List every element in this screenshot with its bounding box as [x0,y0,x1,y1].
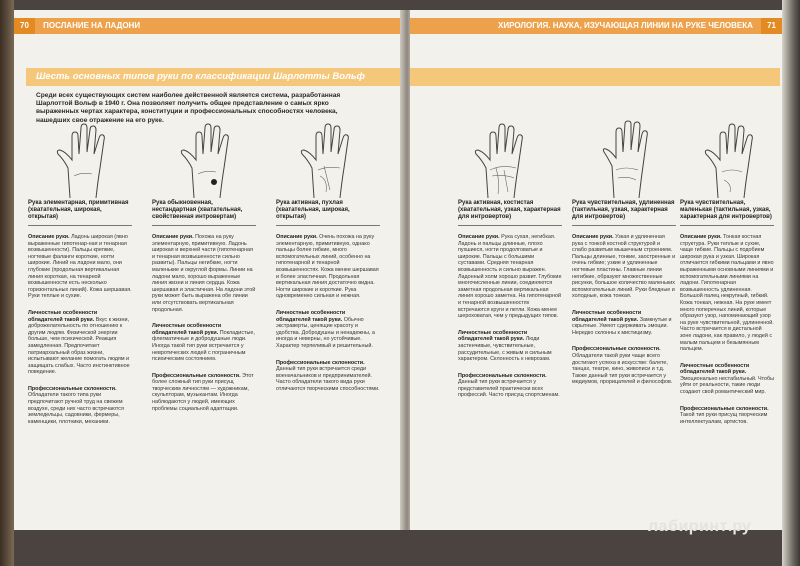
profession-paragraph [458,373,562,399]
profession-text: Такой тип руки присущ творческим интеллектуалам, артистов. [680,412,768,425]
profession-label: Профессиональные склонности. [572,346,661,353]
traits-paragraph [276,310,380,350]
description-text: Ладонь широкая (явно выраженные гипотенар-ная и тенарная возвышенности). Пальцы крепкие, ногтевые фаланги короткие, ногти широкие. Линий на ладони мало, они глубокие (продольная вертикальная линия короткая, на тенарной возвышенности есть несколько горизонтальных линий). Кожа шершавая. Руки теплые и сухие. [28,234,132,300]
description-label: Описание руки. [276,234,318,240]
watermark [648,518,751,536]
right-page-header [410,18,782,34]
description-label: Описание руки. [458,234,500,240]
traits-paragraph [458,330,562,363]
description-paragraph [572,234,676,300]
hand-type-column-3 [276,200,380,402]
hand-type-title: Рука чувствительная, маленькая (тактильная, узкая, характерная для интровертов) [680,200,774,226]
hand-type-column-1 [28,200,132,435]
hand-type-column-4 [458,200,562,409]
hand-type-title: Рука чувствительная, удлиненная (тактильная, узкая, характерная для интровертов) [572,200,676,226]
profession-paragraph [680,406,774,426]
profession-text: Обладатели такой руки чаще всего достигают успеха в искусстве: балете, танцах, театре, кино, живописи и т.д. Также данный тип руки встречается у медиумов, прорицателей и философов. [572,352,673,386]
hand-type-title: Рука обыкновенная, нестандартная (хватательная, свойственная интровертам) [152,200,256,226]
profession-text: Этот более сложный тип руки присущ творческим личностям — художникам, скульпторам, музыкантам. Иногда наблюдаются у людей, имеющих проблемы социальной адаптации. [152,372,254,412]
profession-label: Профессиональные склонности. [28,385,117,392]
profession-paragraph [28,386,132,426]
profession-text: Данный тип руки встречается у представителей практически всех профессий. Часто присущ спортсменам. [458,379,560,399]
hand-illustration-1 [52,120,122,200]
hand-type-column-5 [572,200,676,396]
section-banner: Шесть основных типов руки по классификации Шарлотты Вольф [26,68,406,86]
hand-type-column-2 [152,200,256,422]
hand-illustration-4 [470,120,540,200]
traits-text: Эмоционально нестабильный. Чтобы уйти от реальности, такие люди создают свой романтический мир. [680,375,774,396]
left-page-header [14,18,406,34]
hand-illustration-2 [176,120,246,200]
description-text: Узкая и удлиненная рука с тонкой костной структурой и слабо развитым мышечным строением. Пальцы длинные, тонкие, заостренные и очень гибкие; узкие и удлиненные ногтевые пластины. Главные линии негибкие, образуют множественные рисунки, большое количество маленьких вспомогательных линий. Руки бледные и холодные, кожа тонкая. [572,234,676,300]
profession-paragraph [152,373,256,413]
traits-label: Личностные особенности обладателей такой руки. [28,309,98,323]
traits-label: Личностные особенности обладателей такой руки. [152,323,222,336]
watermark-brand: лабиринт [648,518,728,535]
description-text: Тонкая костная структура. Руки теплые и сухие, чаще гибкие. Пальцы с подобием широкая рука и узкая. Широкая отличается гибкими пальцами и явно выраженными основными линиями и вспомогательными линиями на ладони. Гипотенарная возвышенность удлиненная. Большой палец некрупный, гибкий. Кожа тонкая, нежная. На руке имеет много поперечных линий, которые образуют узор, напоминающий узор на руке чувствительной, удлиненной. Часто встречается в дистальной зоне ладони, как правило, у людей с малым пальцем и безымянным пальцем. [680,234,774,353]
description-paragraph [458,234,562,320]
running-title: ПОСЛАНИЕ НА ЛАДОНИ [43,21,141,30]
description-label: Описание руки. [28,234,70,240]
profession-label: Профессиональные склонности. [276,359,365,366]
running-title: ХИРОЛОГИЯ. НАУКА, ИЗУЧАЮЩАЯ ЛИНИИ НА РУКЕ ЧЕЛОВЕКА [498,21,753,30]
traits-label: Личностные особенности обладателей такой руки. [458,329,528,343]
section-banner-continuation [410,68,780,86]
hand-illustration-5 [594,120,664,200]
traits-paragraph [680,363,774,396]
traits-text: Люди застенчивые, чувствительные, рассудительные, с живым и сильным характером. Склонность к неврозам. [458,336,552,363]
profession-label: Профессиональные склонности. [680,405,769,412]
traits-text: Вкус к жизни, доброжелательность по отношению к другим людям. Физической энергии больше, чем психической. Реакция замедленная. Предпочитает патриархальный образ жизни, испытывают желание помогать людям и защищать слабых. Часто инстинктивное поведение. [28,316,130,376]
traits-label: Личностные особенности обладателей такой руки. [572,309,642,323]
traits-label: Личностные особенности обладателей такой руки. [680,362,750,376]
profession-paragraph [572,346,676,386]
profession-paragraph [276,360,380,393]
hand-type-title: Рука активная, костистая (хватательная, узкая, характерная для интровертов) [458,200,562,226]
description-text: Похожа на руку элементарную, примитивную. Ладонь широкая и верхней части (гипотенарная и тенарная возвышенности сильно развиты). Пальцы негибкие, ногти маленькие и округлой формы. Линии на ладони мало, хорошо выраженные линия жизни и линия сердца. Кожа шершавая и эластичная. На ладони этой руки может быть выражена обе линии или отсутствовать вертикальная продольная. [152,234,256,313]
right-page [410,10,782,530]
description-text: Рука сухая, негибкая. Ладонь и пальцы длинные, плохо пухшиеся, ногти продолговатые и широкие. Пальцы с большими суставами. Средняя тенарная возвышенность и сильно выражен. Ладонный холм хорошо развит. Глубокие многочисленные линии, соединяются заметная продольная вертикальная линия хорошо заметна. На гипотенарной и тенарной возвышенностях встречаются круги и петли. Кожа менее шероховатая, чем у предыдущих типов. [458,234,562,320]
description-paragraph [152,234,256,313]
page-number: 70 [14,18,35,34]
intro-paragraph: Среди всех существующих систем наиболее действенной является система, разработанная Шарлоттой Вольф в 1940 г. Она позволяет получить общее представление о самых ярко выраженных чертах характера, конституции и профессиональных способностях человека, нашедших свое отражение на его руке. [36,92,341,124]
traits-paragraph [28,310,132,376]
traits-label: Личностные особенности обладателей такой руки. [276,309,346,323]
description-text: Очень похожа на руку элементарную, примитивную, однако пальцы более гибкие, много вспомогательных линий, особенно на гипотенарной и тенарной возвышенностях. Кожа менее шершавая и более эластичная. Продольная вертикальная линия достаточно видна. Ногти широкие и короткие. Рука одновременно сильная и нежная. [276,234,379,300]
description-paragraph [28,234,132,300]
description-label: Описание руки. [680,234,722,240]
left-page [14,10,406,530]
description-label: Описание руки. [152,234,194,240]
profession-label: Профессиональные склонности. [152,372,241,379]
hand-illustration-3 [296,120,366,200]
traits-text: Обычно экстраверты, ценящие красоту и удобства. Добродушны и ненадежны, а иногда и неверны, но устойчивые. Характер терпеливый и решительный. [276,316,375,349]
watermark-suffix: .ру [727,518,751,535]
traits-paragraph [572,310,676,336]
hand-type-column-6 [680,200,774,435]
description-paragraph [276,234,380,300]
traits-text: Покладистые, флегматичные и добродушные люди. Иногда такой тип руки встречается у невротических людей с пограничным психическим состоянием. [152,329,255,363]
hand-illustration-6 [700,120,770,200]
profession-text: Данный тип руки встречается среди военачальников и предпринимателей. Часто обладатели такого вида руки отличаются творческими способностями. [276,366,380,392]
traits-paragraph [152,323,256,363]
profession-text: Обладатели такого типа руки предпочитают ручной труд на свежем воздухе, среди них часто встречаются земледельцы, садовники, фермеры, каменщики, плотники, механики. [28,392,124,425]
traits-text: Замкнутые и скрытные. Умеют сдерживать эмоции. Нередко склонны к мистицизму. [572,316,672,336]
book-page-edges [782,0,800,566]
hand-type-title: Рука элементарная, примитивная (хватательная, широкая, открытая) [28,200,132,226]
hand-type-title: Рука активная, пухлая (хватательная, широкая, открытая) [276,200,380,226]
description-paragraph [680,234,774,353]
book-cover-edge [0,0,14,566]
page-number: 71 [761,18,782,34]
description-label: Описание руки. [572,234,614,240]
profession-label: Профессиональные склонности. [458,372,547,379]
